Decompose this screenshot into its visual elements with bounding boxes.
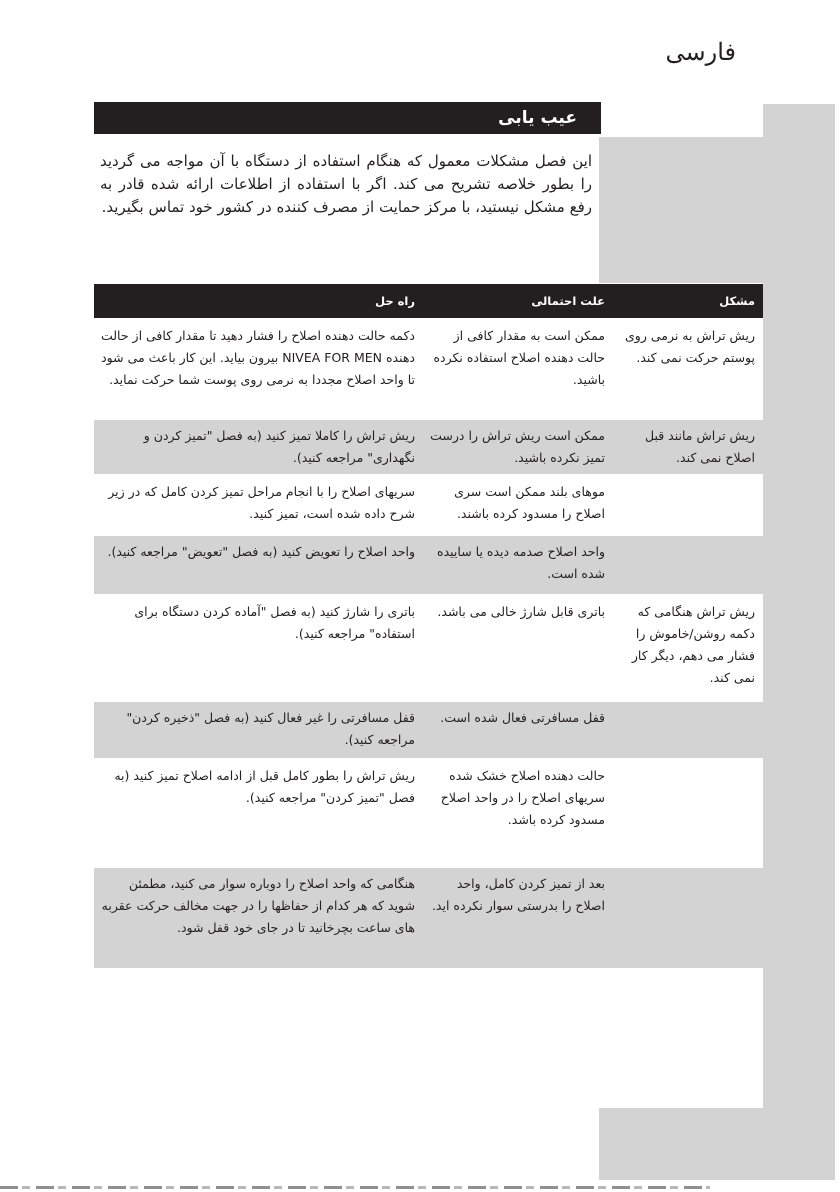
cell-cause: قفل مسافرتی فعال شده است. (440, 710, 605, 725)
cell-solution: هنگامی که واحد اصلاح را دوباره سوار می کنید، مطمئن شوید که هر کدام از حفاظها را در جهت مخالف حرکت عقربه های ساعت بچرخانید تا در جای خود قفل شود. (101, 876, 415, 935)
table-row (94, 700, 763, 758)
cell-cause: ممکن است به مقدار کافی از حالت دهنده اصلاح استفاده نکرده باشید. (433, 328, 605, 387)
cell-problem (613, 760, 763, 866)
intro-paragraph: این فصل مشکلات معمول که هنگام استفاده از دستگاه با آن مواجه می گردید را بطور خلاصه تشریح می کند. اگر با استفاده از اطلاعات ارائه شده قادر به رفع مشکل نیستید، با مرکز حمایت از مصرف کننده در کشور خود تماس بگیرید. (100, 152, 592, 216)
table-header-row (94, 284, 763, 318)
table-row (94, 534, 763, 594)
troubleshooting-table (94, 284, 763, 968)
cell-solution: ریش تراش را کاملا تمیز کنید (به فصل "تمیز کردن و نگهداری" مراجعه کنید). (143, 428, 415, 465)
table-row (94, 474, 763, 534)
table-row (94, 758, 763, 866)
language-label: فارسی (665, 38, 736, 66)
cell-problem (613, 868, 763, 968)
cell-cause: باتری قابل شارژ خالی می باشد. (437, 604, 605, 619)
cell-cause: موهای بلند ممکن است سری اصلاح را مسدود کرده باشند. (454, 484, 605, 521)
cell-solution: واحد اصلاح را تعویض کنید (به فصل "تعویض" مراجعه کنید). (107, 544, 415, 559)
section-title: عیب یابی (498, 108, 577, 128)
section-title-bar (94, 102, 601, 134)
table-row (94, 418, 763, 474)
side-tab-bottom-decoration (599, 1108, 763, 1180)
cell-problem: ریش تراش به نرمی روی پوستم حرکت نمی کند. (625, 328, 755, 365)
table-row (94, 594, 763, 700)
cell-problem: ریش تراش مانند قبل اصلاح نمی کند. (644, 428, 755, 465)
table-row (94, 318, 763, 418)
cell-solution: باتری را شارژ کنید (به فصل "آماده کردن دستگاه برای استفاده" مراجعه کنید). (134, 604, 415, 641)
cell-solution: ریش تراش را بطور کامل قبل از ادامه اصلاح تمیز کنید (به فصل "تمیز کردن" مراجعه کنید). (114, 768, 415, 805)
cell-solution: دکمه حالت دهنده اصلاح را فشار دهید تا مقدار کافی از حالت دهنده NIVEA FOR MEN بیرون بیاید. این کار باعث می شود تا واحد اصلاح مجددا به نرمی روی پوست شما حرکت نماید. (100, 328, 415, 387)
cell-problem: ریش تراش هنگامی که دکمه روشن/خاموش را فشار می دهم، دیگر کار نمی کند. (631, 604, 755, 685)
cell-solution: سریهای اصلاح را با انجام مراحل تمیز کردن کامل که در زیر شرح داده شده است، تمیز کنید. (108, 484, 415, 521)
cell-problem (613, 476, 763, 534)
header-problem: مشکل (719, 294, 755, 308)
table-row (94, 866, 763, 968)
cell-cause: ممکن است ریش تراش را درست تمیز نکرده باشید. (430, 428, 605, 465)
cell-cause: واحد اصلاح صدمه دیده یا ساییده شده است. (437, 544, 605, 581)
side-tab-decoration (763, 104, 835, 1180)
cell-problem (613, 536, 763, 594)
cell-solution: قفل مسافرتی را غیر فعال کنید (به فصل "ذخیره کردن" مراجعه کنید). (126, 710, 415, 747)
cell-cause: حالت دهنده اصلاح خشک شده سریهای اصلاح را در واحد اصلاح مسدود کرده باشد. (440, 768, 605, 827)
header-cause: علت احتمالی (531, 294, 605, 308)
scan-edge-artifact (0, 1186, 710, 1189)
header-solution: راه حل (375, 294, 415, 308)
cell-problem (613, 702, 763, 758)
intro-side-panel (599, 137, 763, 283)
cell-cause: بعد از تمیز کردن کامل، واحد اصلاح را بدرستی سوار نکرده اید. (431, 876, 605, 913)
